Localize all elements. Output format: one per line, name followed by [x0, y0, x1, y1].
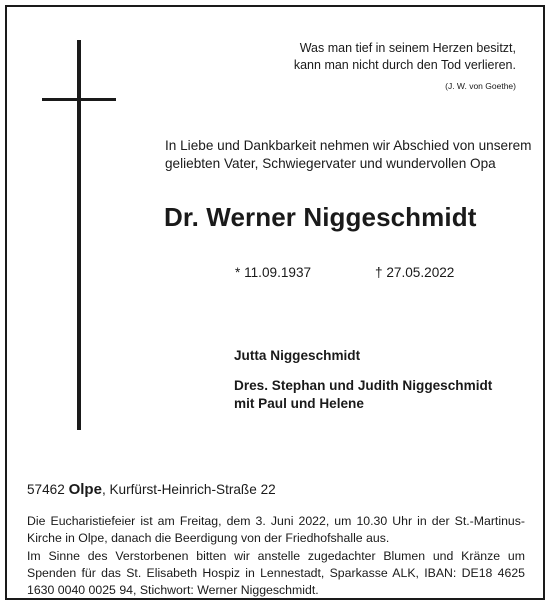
family-address [27, 481, 276, 498]
mourner-line: Jutta Niggeschmidt [234, 348, 361, 363]
quote-author: (J. W. von Goethe) [445, 81, 516, 91]
donation-notice: Im Sinne des Verstorbenen bitten wir anstelle zugedachter Blumen und Kränze um Spenden für das St. Elisabeth Hospiz in Lennestadt, Sparkasse ALK, IBAN: DE18 4625 1630 0040 0025 94, Stichwort: Werner Niggeschmidt. [27, 549, 525, 597]
funeral-notice: Die Eucharistiefeier ist am Freitag, dem 3. Juni 2022, um 10.30 Uhr in der St.-Martinus-Kirche in Olpe, danach die Beerdigung von der Friedhofshalle aus. [27, 514, 525, 545]
intro-text [165, 137, 532, 173]
address-city: Olpe [68, 481, 102, 498]
quote-line-2: kann man nicht durch den Tod verlieren. [293, 58, 516, 72]
death-date: † 27.05.2022 [375, 265, 455, 280]
birth-date: * 11.09.1937 [235, 265, 312, 280]
mourner-line: Dres. Stephan und Judith Niggeschmidt [234, 378, 493, 393]
address-postcode: 57462 [27, 482, 65, 497]
intro-line-1: In Liebe und Dankbarkeit nehmen wir Abschied von unserem [165, 138, 532, 153]
mourner-line: mit Paul und Helene [234, 396, 364, 411]
intro-line-2: geliebten Vater, Schwiegervater und wundervollen Opa [165, 156, 496, 171]
quote-line-1: Was man tief in seinem Herzen besitzt, [299, 41, 516, 55]
deceased-name: Dr. Werner Niggeschmidt [164, 202, 477, 232]
quote [294, 40, 516, 74]
obituary-notice [5, 5, 545, 600]
cross-icon-horizontal-bar [42, 98, 116, 101]
address-street: , Kurfürst-Heinrich-Straße 22 [101, 482, 276, 497]
